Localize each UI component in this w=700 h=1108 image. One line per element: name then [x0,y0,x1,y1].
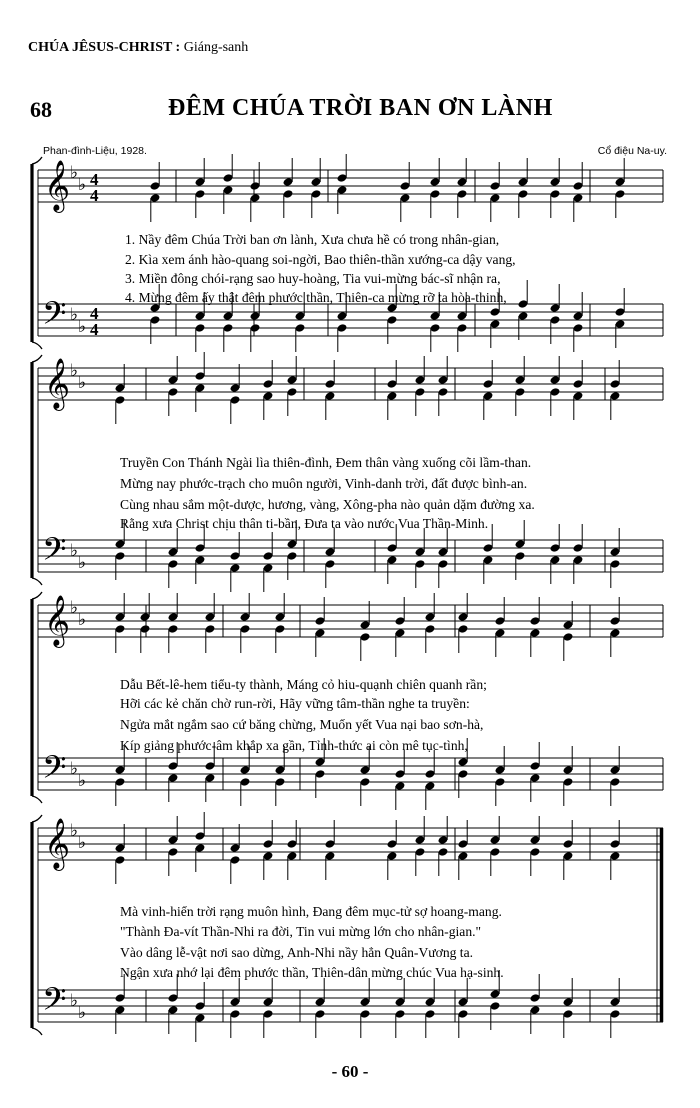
flat-sign: ♭ [78,1003,87,1023]
bass-clef: 𝄢 [42,295,67,339]
hymn-title: ĐÊM CHÚA TRỜI BAN ƠN LÀNH [168,95,553,121]
lyric-line: Mừng nay phước-trạch cho muôn người, Vinh-danh trời, đất được bình-an. [120,476,528,491]
flat-sign: ♭ [78,373,87,393]
flat-sign: ♭ [70,821,79,841]
time-signature-bottom: 4 [90,186,99,205]
music-system [32,352,663,592]
flat-sign: ♭ [70,361,79,381]
lyric-line: Ngửa mắt ngắm sao cứ băng chừng, Muốn yết Vua nại bao sơn-hà, [120,717,484,732]
section-name: Giáng-sanh [183,40,249,55]
page-number: - 60 - [331,1062,369,1081]
flat-sign: ♭ [70,541,79,561]
flat-sign: ♭ [78,833,87,853]
flat-sign: ♭ [78,610,87,630]
treble-clef: 𝄞 [44,160,71,211]
treble-clef: 𝄞 [44,595,71,646]
treble-clef: 𝄞 [44,358,71,409]
flat-sign: ♭ [70,759,79,779]
time-signature-top: 4 [90,170,99,189]
lyric-line: 1. Nầy đêm Chúa Trời ban ơn lành, Xưa chưa hề có trong nhân-gian, [125,232,500,247]
author-credit: Phan-đình-Liệu, 1928. [43,145,147,157]
time-signature-top: 4 [90,304,99,323]
flat-sign: ♭ [70,163,79,183]
flat-sign: ♭ [78,317,87,337]
bass-clef: 𝄢 [42,981,67,1025]
bass-clef: 𝄢 [42,531,67,575]
lyric-line: Kíp giảng phước-âm khắp xa gần, Tỉnh-thức ai còn mê tục-tình, [120,738,468,753]
lyric-line: 2. Kìa xem ánh hào-quang soi-ngời, Bao thiên-thần xướng-ca dậy vang, [125,252,516,267]
flat-sign: ♭ [70,991,79,1011]
flat-sign: ♭ [78,553,87,573]
lyric-line: Hỡi các kẻ chăn chờ run-rời, Hãy vững tâm-thần nghe ta truyền: [120,696,470,711]
treble-clef: 𝄞 [44,818,71,869]
book-title: CHÚA JÊSUS-CHRIST : [28,40,181,55]
hymn-number: 68 [30,97,52,122]
lyric-line: 4. Mừng đêm ấy thật đêm phước thần, Thiên-ca mừng rỡ ta hòa-thinh, [125,290,507,305]
flat-sign: ♭ [78,771,87,791]
lyric-line: Dẫu Bết-lê-hem tiểu-ty thành, Máng cỏ hiu-quạnh chiên quanh rần; [120,677,487,692]
lyric-line: Vào dâng lễ-vật nơi sao dừng, Anh-Nhi nầy hẳn Quân-Vương ta. [120,945,474,960]
lyric-line: 3. Miền đông chói-rạng sao huy-hoàng, Tia vui-mừng bác-sĩ nhận ra, [125,271,501,286]
flat-sign: ♭ [70,598,79,618]
time-signature-bottom: 4 [90,320,99,339]
lyric-line: Rằng xưa Christ chịu thân ti-bần, Đưa ta vào nước Vua Thần-Minh. [120,516,489,531]
bass-clef: 𝄢 [42,749,67,793]
flat-sign: ♭ [70,305,79,325]
lyric-line: Ngận xưa nhớ lại đêm phước thần, Thiên-dân mừng chúc Vua hạ-sinh. [120,965,504,980]
lyric-line: "Thành Đa-vít Thần-Nhi ra đời, Tin vui mừng lớn cho nhân-gian." [120,924,482,939]
lyric-line: Mà vinh-hiển trời rạng muôn hình, Đang đêm mục-tử sợ hoang-mang. [120,904,502,919]
lyric-line: Cùng nhau sắm một-dược, hương, vàng, Xông-pha nào quản dặm đường xa. [120,497,535,512]
flat-sign: ♭ [78,175,87,195]
lyric-line: Truyền Con Thánh Ngài lìa thiên-đình, Đem thân vàng xuống cõi lầm-than. [120,455,532,470]
tune-credit: Cổ điệu Na-uy. [597,145,667,157]
